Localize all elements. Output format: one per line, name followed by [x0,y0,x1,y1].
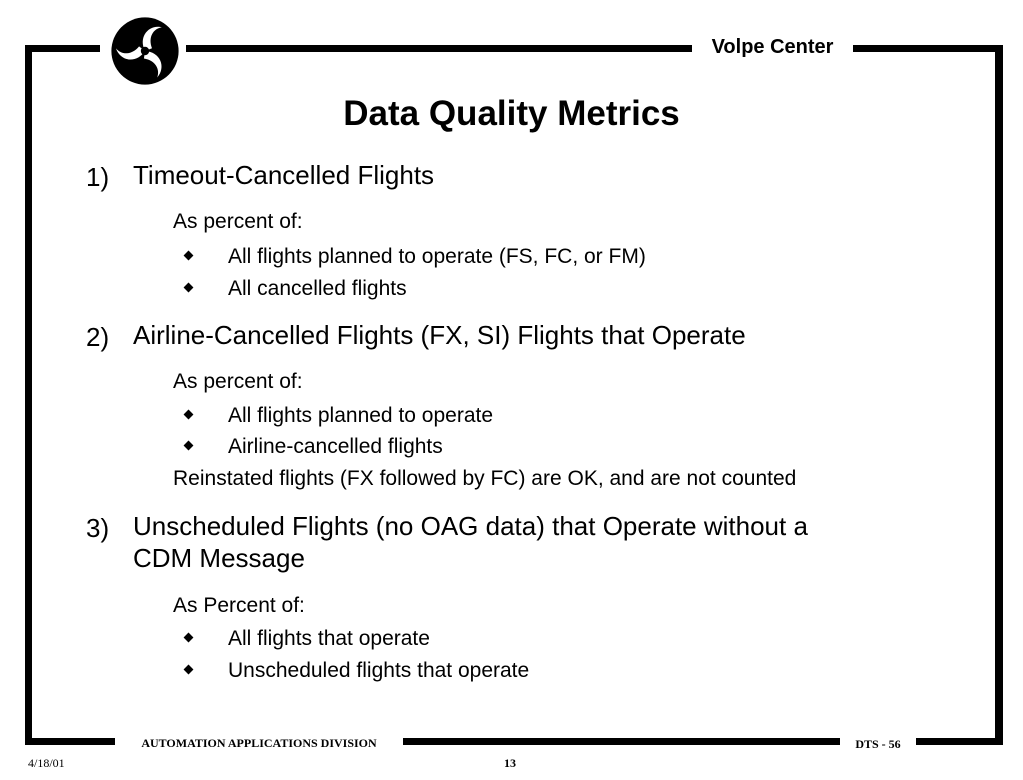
bullet-text: Airline-cancelled flights [228,435,443,458]
frame-right-bar [995,45,1003,745]
bullet-text: All cancelled flights [228,277,407,300]
list-item [180,404,940,430]
footer-division: AUTOMATION APPLICATIONS DIVISION [141,736,377,750]
frame-top-left-bar [25,45,100,52]
list-item [180,245,940,271]
diamond-bullet-icon [184,410,194,420]
section-3-heading-line1: Unscheduled Flights (no OAG data) that Operate without a [133,511,808,541]
frame-left-bar [25,45,32,745]
list-item [180,435,940,461]
footer-code: DTS - 56 [855,737,901,751]
section-2-note: Reinstated flights (FX followed by FC) are OK, and are not counted [173,467,797,490]
list-item [180,659,940,685]
diamond-bullet-icon [184,283,194,293]
section-2-heading: Airline-Cancelled Flights (FX, SI) Flights that Operate [133,320,746,350]
frame-top-right-bar [853,45,1003,52]
section-2-percent-label: As percent of: [173,370,303,393]
section-2-number: 2) [86,322,110,352]
section-3-heading-line2: CDM Message [133,543,305,573]
bullet-text: All flights planned to operate [228,404,494,427]
section-3-number: 3) [86,513,110,543]
frame-bottom-right-bar [916,738,1003,745]
frame-bottom-middle-bar [403,738,840,745]
header-organization: Volpe Center [711,36,834,58]
section-1-number: 1) [86,162,110,192]
page-number: 13 [504,756,516,770]
bullet-text: Unscheduled flights that operate [228,659,530,682]
frame-top-middle-bar [186,45,692,52]
diamond-bullet-icon [184,665,194,675]
bullet-text: All flights that operate [228,627,430,650]
diamond-bullet-icon [184,251,194,261]
diamond-bullet-icon [184,441,194,451]
dot-triskelion-logo-icon [110,16,180,86]
section-1-percent-label: As percent of: [173,210,303,233]
section-1-heading: Timeout-Cancelled Flights [133,160,435,190]
section-3-percent-label: As Percent of: [173,594,305,617]
frame-bottom-left-bar [25,738,115,745]
page-title: Data Quality Metrics [343,94,680,133]
list-item [180,277,940,303]
footer-date: 4/18/01 [28,756,65,770]
diamond-bullet-icon [184,633,194,643]
list-item [180,627,940,653]
bullet-text: All flights planned to operate (FS, FC, or FM) [228,245,646,268]
